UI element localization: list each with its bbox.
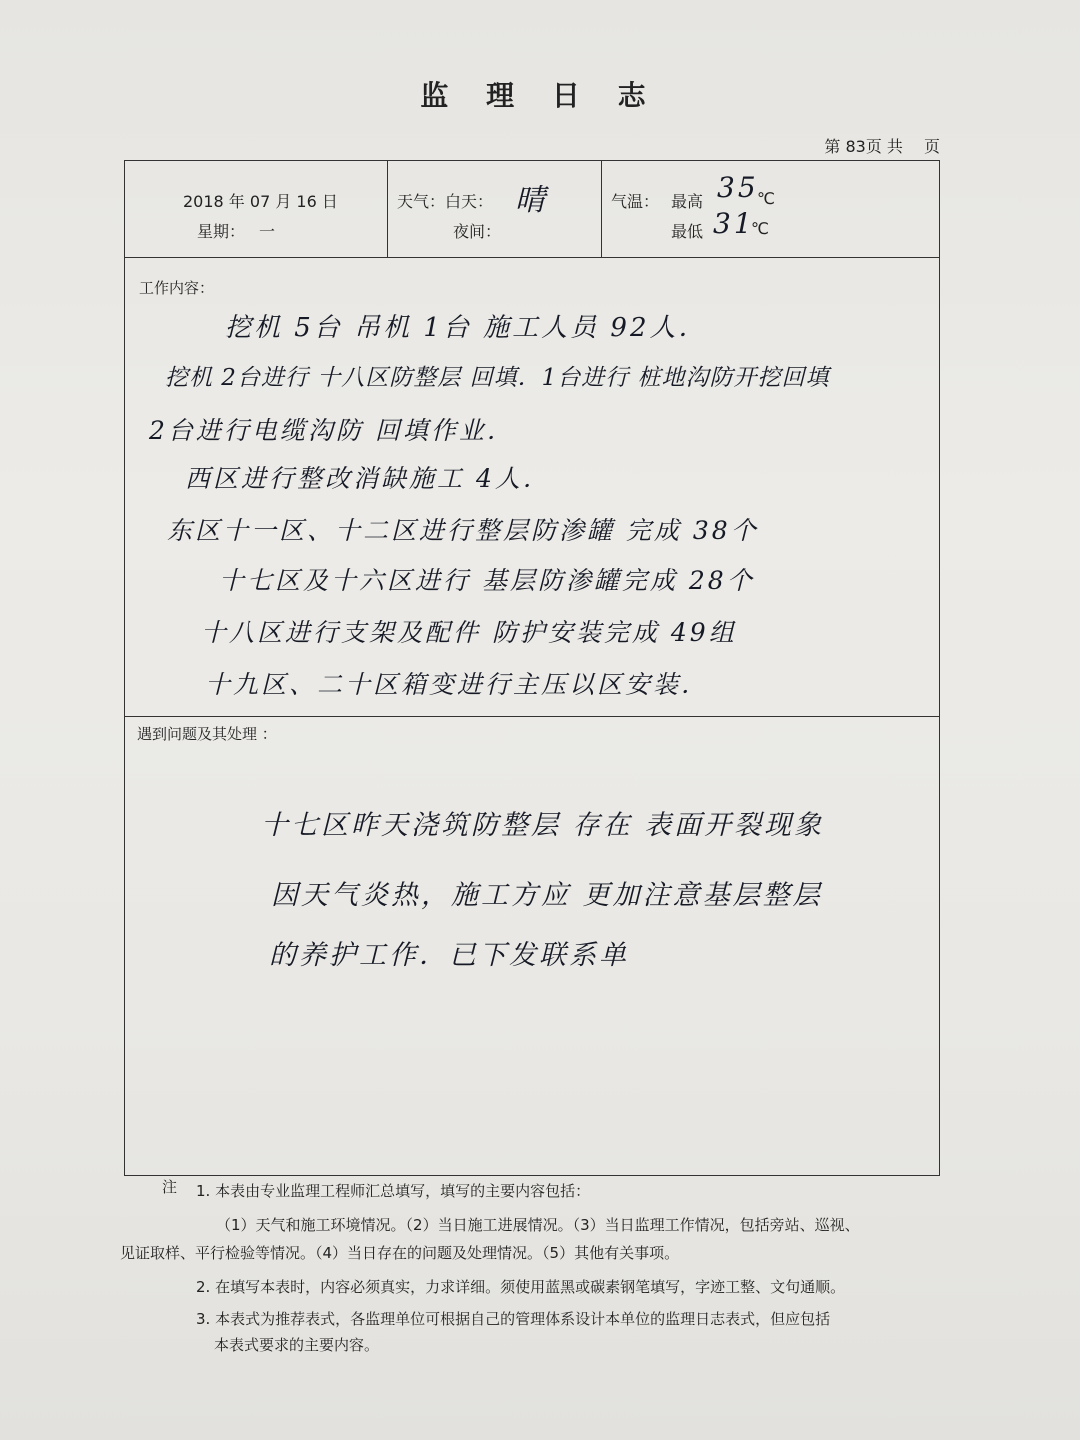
note-1-sub-b: 见证取样、平行检验等情况。（4）当日存在的问题及处理情况。（5）其他有关事项。 [120,1244,680,1262]
weather-night-label: 夜间： [453,222,502,241]
temp-high-unit: ℃ [757,189,775,208]
note-3: 3. 本表式为推荐表式，各监理单位可根据自己的管理体系设计本单位的监理日志表式，但应包括 [196,1310,831,1328]
problems-line-2: 因天气炎热，施工方应 更加注意基层整层 [271,880,823,911]
log-date: 2018 年 07 月 16 日 [183,192,338,211]
temperature-label: 气温： [611,192,660,211]
weather-day-value: 晴 [515,183,548,218]
temp-low-label: 最低 [671,222,704,241]
problems-line-1: 十七区昨天浇筑防整层 存在 表面开裂现象 [261,810,825,841]
work-line-5: 东区十一区、十二区进行整层防渗罐 完成 38个 [167,516,759,545]
temp-high-value: 35 [717,171,759,204]
note-1: 1. 本表由专业监理工程师汇总填写，填写的主要内容包括： [196,1182,591,1200]
date-weather-divider [387,161,388,257]
note-2: 2. 在填写本表时，内容必须真实，力求详细。须使用蓝黑或碳素钢笔填写，字迹工整、文句通顺。 [196,1278,846,1296]
temp-high-label: 最高 [671,192,704,211]
work-line-7: 十八区进行支架及配件 防护安装完成 49组 [201,618,737,647]
log-form [124,160,940,1176]
document-title: 监 理 日 志 [420,79,660,112]
work-line-1: 挖机 5台 吊机 1台 施工人员 92人． [225,313,708,343]
temp-low-value: 31 [713,207,755,240]
notes-marker: 注 [162,1178,178,1196]
problems-line-3: 的养护工作．已下发联系单 [269,940,629,971]
work-line-6: 十七区及十六区进行 基层防渗罐完成 28个 [219,566,755,595]
note-1-sub-a: （1）天气和施工环境情况。（2）当日施工进展情况。（3）当日监理工作情况，包括旁站、巡视、 [216,1216,860,1234]
problems-label: 遇到问题及其处理 ： [137,725,277,743]
note-3-cont: 本表式要求的主要内容。 [214,1336,380,1354]
header-divider [125,257,939,258]
section-divider [125,716,939,717]
weather-day-label: 天气：白天： [397,192,494,211]
work-content-label: 工作内容： [139,279,215,297]
temp-low-unit: ℃ [751,219,769,238]
work-line-4: 西区进行整改消缺施工 4人． [185,464,551,493]
page-number: 第 83页 共 页 [824,137,940,156]
weekday-label: 星期： [197,222,246,241]
work-line-3: 2台进行电缆沟防 回填作业． [149,416,515,445]
weekday-value: 一 [259,222,276,241]
work-line-2: 挖机 2台进行 十八区防整层 回填．1台进行 桩地沟防开挖回填 [165,365,830,391]
work-line-8: 十九区、二十区箱变进行主压以区安装． [205,670,710,699]
weather-temp-divider [601,161,602,257]
